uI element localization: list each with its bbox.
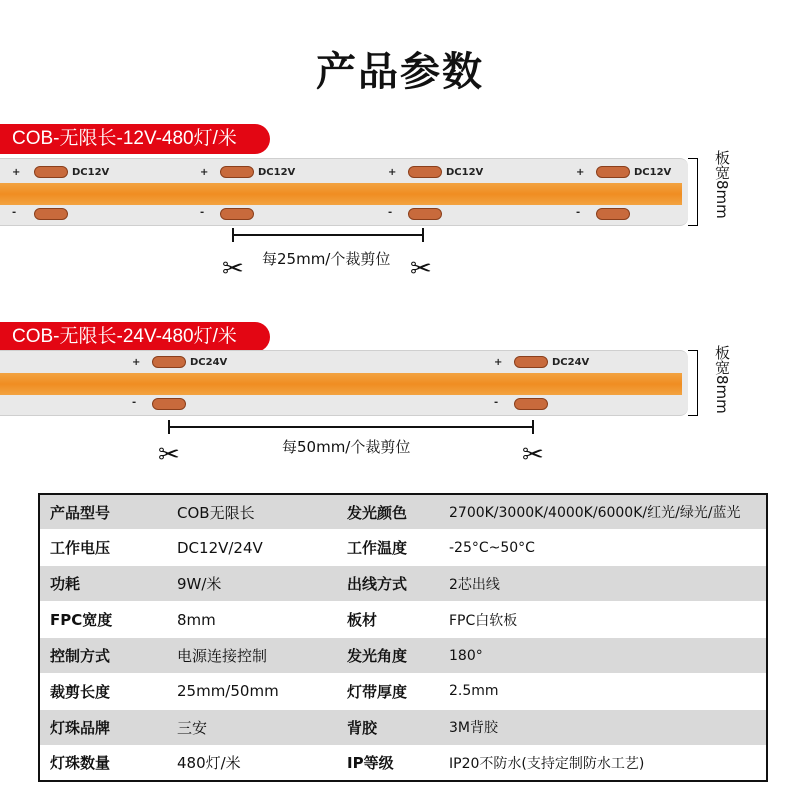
strip-24v-badge: COB-无限长-24V-480灯/米 (0, 322, 270, 352)
solder-pad-plus (408, 166, 442, 178)
board-width-label: 板宽8mm (713, 150, 731, 219)
table-row (39, 602, 767, 638)
spec-key: 出线方式 (337, 566, 439, 602)
spec-value: 8mm (167, 602, 337, 638)
plus-sign: + (388, 167, 397, 178)
table-row (39, 673, 767, 709)
solder-pad-minus (152, 398, 186, 410)
solder-pad-plus (220, 166, 254, 178)
voltage-label: DC12V (72, 167, 110, 178)
width-dimension-line (688, 158, 698, 226)
solder-pad-plus (34, 166, 68, 178)
scissors-icon: ✂ (222, 254, 244, 284)
voltage-label: DC24V (552, 357, 590, 368)
table-row (39, 709, 767, 745)
table-row (39, 566, 767, 602)
voltage-label: DC12V (258, 167, 296, 178)
spec-key: 产品型号 (39, 494, 167, 530)
minus-sign: - (388, 207, 393, 218)
spec-value: -25°C~50°C (439, 530, 767, 566)
table-row (39, 530, 767, 566)
minus-sign: - (494, 397, 499, 408)
table-row (39, 745, 767, 781)
minus-sign: - (132, 397, 137, 408)
table-row (39, 638, 767, 674)
scissors-icon: ✂ (158, 440, 180, 470)
solder-pad-plus (152, 356, 186, 368)
spec-value: FPC白软板 (439, 602, 767, 638)
solder-pad-minus (34, 208, 68, 220)
strip-12v-badge: COB-无限长-12V-480灯/米 (0, 124, 270, 154)
spec-value: 9W/米 (167, 566, 337, 602)
plus-sign: + (132, 357, 141, 368)
spec-value: 电源连接控制 (167, 638, 337, 674)
spec-key: 灯珠数量 (39, 745, 167, 781)
spec-key: 功耗 (39, 566, 167, 602)
spec-key: 灯带厚度 (337, 673, 439, 709)
solder-pad-minus (596, 208, 630, 220)
cut-interval-line (168, 420, 534, 434)
cut-interval-label: 每25mm/个裁剪位 (262, 250, 391, 268)
spec-value: IP20不防水(支持定制防水工艺) (439, 745, 767, 781)
spec-value: 2700K/3000K/4000K/6000K/红光/绿光/蓝光 (439, 494, 767, 530)
spec-key: 控制方式 (39, 638, 167, 674)
plus-sign: + (576, 167, 585, 178)
spec-key: 背胶 (337, 709, 439, 745)
plus-sign: + (12, 167, 21, 178)
width-dimension-line (688, 350, 698, 416)
spec-value: 2芯出线 (439, 566, 767, 602)
cut-interval-label: 每50mm/个裁剪位 (282, 438, 411, 456)
plus-sign: + (200, 167, 209, 178)
scissors-icon: ✂ (522, 440, 544, 470)
solder-pad-minus (514, 398, 548, 410)
spec-table (38, 493, 768, 782)
scissors-icon: ✂ (410, 254, 432, 284)
spec-key: 板材 (337, 602, 439, 638)
solder-pad-plus (514, 356, 548, 368)
voltage-label: DC12V (446, 167, 484, 178)
spec-value: 3M背胶 (439, 709, 767, 745)
spec-value: 2.5mm (439, 673, 767, 709)
minus-sign: - (576, 207, 581, 218)
led-strip-12v (0, 158, 688, 226)
solder-pad-minus (408, 208, 442, 220)
plus-sign: + (494, 357, 503, 368)
spec-key: IP等级 (337, 745, 439, 781)
cut-interval-line (232, 228, 424, 242)
table-row (39, 494, 767, 530)
board-width-label: 板宽8mm (713, 345, 731, 414)
spec-value: 三安 (167, 709, 337, 745)
solder-pad-minus (220, 208, 254, 220)
cob-light-band (0, 183, 682, 205)
spec-key: 发光颜色 (337, 494, 439, 530)
spec-value: COB无限长 (167, 494, 337, 530)
solder-pad-plus (596, 166, 630, 178)
led-strip-24v (0, 350, 688, 416)
spec-key: 工作温度 (337, 530, 439, 566)
spec-key: 工作电压 (39, 530, 167, 566)
spec-value: 180° (439, 638, 767, 674)
cob-light-band (0, 373, 682, 395)
spec-value: 25mm/50mm (167, 673, 337, 709)
page-title: 产品参数 (316, 49, 484, 95)
spec-key: FPC宽度 (39, 602, 167, 638)
spec-value: DC12V/24V (167, 530, 337, 566)
spec-key: 发光角度 (337, 638, 439, 674)
spec-key: 灯珠品牌 (39, 709, 167, 745)
minus-sign: - (12, 207, 17, 218)
voltage-label: DC12V (634, 167, 672, 178)
minus-sign: - (200, 207, 205, 218)
spec-value: 480灯/米 (167, 745, 337, 781)
voltage-label: DC24V (190, 357, 228, 368)
spec-key: 裁剪长度 (39, 673, 167, 709)
